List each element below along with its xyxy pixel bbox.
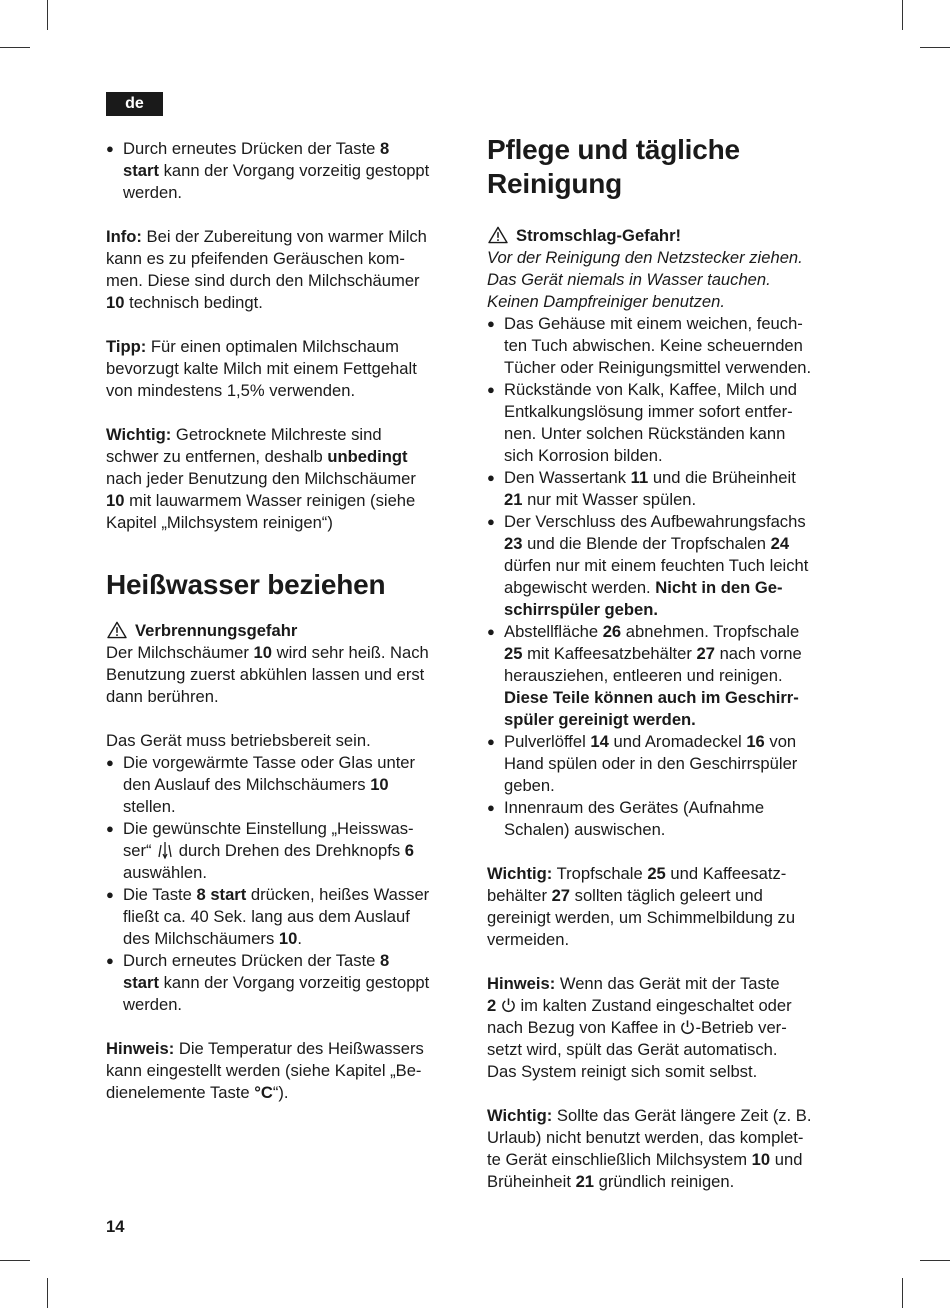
warning-icon: [487, 226, 509, 244]
hot-water-icon: [156, 840, 174, 860]
ready-text: Das Gerät muss betriebsbereit sein.: [106, 731, 371, 750]
crop-mark: [920, 47, 950, 48]
list-item: ● Die vorgewärmte Tasse oder Glas unter den Auslauf des Milchschäumers 10 stellen.: [106, 752, 468, 818]
crop-mark: [0, 1260, 30, 1261]
crop-mark: [0, 47, 30, 48]
list-item: ● Die gewünschte Einstellung „Heisswas- ser“ durch Drehen des Drehknopfs 6 auswählen.: [106, 818, 468, 884]
list-item: ● Den Wassertank 11 und die Brüheinheit 21 nur mit Wasser spülen.: [487, 467, 849, 511]
list-item: ● Das Gehäuse mit einem weichen, feuch- ten Tuch abwischen. Keine scheuernden Tücher oder Reinigungsmittel verwenden.: [487, 313, 849, 379]
note-paragraph: Hinweis: Wenn das Gerät mit der Taste 2 im kalten Zustand eingeschaltet oder nach Bezug von Kaffee in -Betrieb ver- setzt wird, spült das Gerät automatisch. Das System reinigt sich somit selbst.: [487, 974, 792, 1081]
crop-mark: [920, 1260, 950, 1261]
list-item: ● Durch erneutes Drücken der Taste 8 start kann der Vorgang vorzeitig gestoppt werden.: [106, 950, 468, 1016]
left-column: [106, 138, 468, 1104]
crop-mark: [902, 1278, 903, 1308]
list-item: ● Pulverlöffel 14 und Aromadeckel 16 von Hand spülen oder in den Geschirrspüler geben.: [487, 731, 849, 797]
warning-block: Stromschlag-Gefahr! Vor der Reinigung den Netzstecker ziehen. Das Gerät niemals in Wasser tauchen. Keinen Dampfreiniger benutzen.: [487, 226, 803, 311]
page-number: 14: [106, 1217, 125, 1236]
list-item: ● Der Verschluss des Aufbewahrungsfachs 23 und die Blende der Tropfschalen 24 dürfen nur mit einem feuchten Tuch leicht abgewischt werden. Nicht in den Ge- schirrspüler geben.: [487, 511, 849, 621]
info-paragraph: Info: Bei der Zubereitung von warmer Milch kann es zu pfeifenden Geräuschen kom- men. Diese sind durch den Milchschäumer 10 technisch bedingt.: [106, 227, 427, 312]
language-tab: de: [106, 92, 163, 116]
power-icon: [680, 1019, 695, 1035]
list-item: ● Durch erneutes Drücken der Taste 8 start kann der Vorgang vorzeitig gestoppt werden.: [106, 138, 468, 204]
list-item: ● Die Taste 8 start drücken, heißes Wasser fließt ca. 40 Sek. lang aus dem Auslauf des Milchschäumers 10.: [106, 884, 468, 950]
important-paragraph: Wichtig: Tropfschale 25 und Kaffeesatz- behälter 27 sollten täglich geleert und gereinigt werden, um Schimmelbildung zu vermeiden.: [487, 864, 796, 949]
section-heading: Pflege und tägliche Reinigung: [487, 134, 740, 199]
important-paragraph: Wichtig: Getrocknete Milchreste sind schwer zu entfernen, deshalb unbedingt nach jeder Benutzung den Milchschäumer 10 mit lauwarmem Wasser reinigen (siehe Kapitel „Milchsystem reinigen“): [106, 425, 416, 532]
crop-mark: [47, 0, 48, 30]
warning-icon: [106, 621, 128, 639]
important-paragraph: Wichtig: Sollte das Gerät längere Zeit (z. B. Urlaub) nicht benutzt werden, das komplet- te Gerät einschließlich Milchsystem 10 und Brüheinheit 21 gründlich reinigen.: [487, 1106, 812, 1191]
tip-paragraph: Tipp: Für einen optimalen Milchschaum bevorzugt kalte Milch mit einem Fettgehalt von mindestens 1,5% verwenden.: [106, 337, 417, 400]
list-item: ● Abstellfläche 26 abnehmen. Tropfschale 25 mit Kaffeesatzbehälter 27 nach vorne herausziehen, entleeren und reinigen. Diese Teile können auch im Geschirr- spüler gereinigt werden.: [487, 621, 849, 731]
section-heading: Heißwasser beziehen: [106, 569, 386, 600]
list-item: ● Rückstände von Kalk, Kaffee, Milch und Entkalkungslösung immer sofort entfer- nen. Unter solchen Rückständen kann sich Korrosion bilden.: [487, 379, 849, 467]
right-column: [487, 133, 849, 1193]
list-item: ● Innenraum des Gerätes (Aufnahme Schalen) auswischen.: [487, 797, 849, 841]
crop-mark: [47, 1278, 48, 1308]
power-icon: [501, 997, 516, 1013]
note-paragraph: Hinweis: Die Temperatur des Heißwassers kann eingestellt werden (siehe Kapitel „Be- dienelemente Taste °C“).: [106, 1039, 424, 1102]
crop-mark: [902, 0, 903, 30]
warning-block: Verbrennungsgefahr Der Milchschäumer 10 wird sehr heiß. Nach Benutzung zuerst abkühlen lassen und erst dann berühren.: [106, 621, 429, 706]
